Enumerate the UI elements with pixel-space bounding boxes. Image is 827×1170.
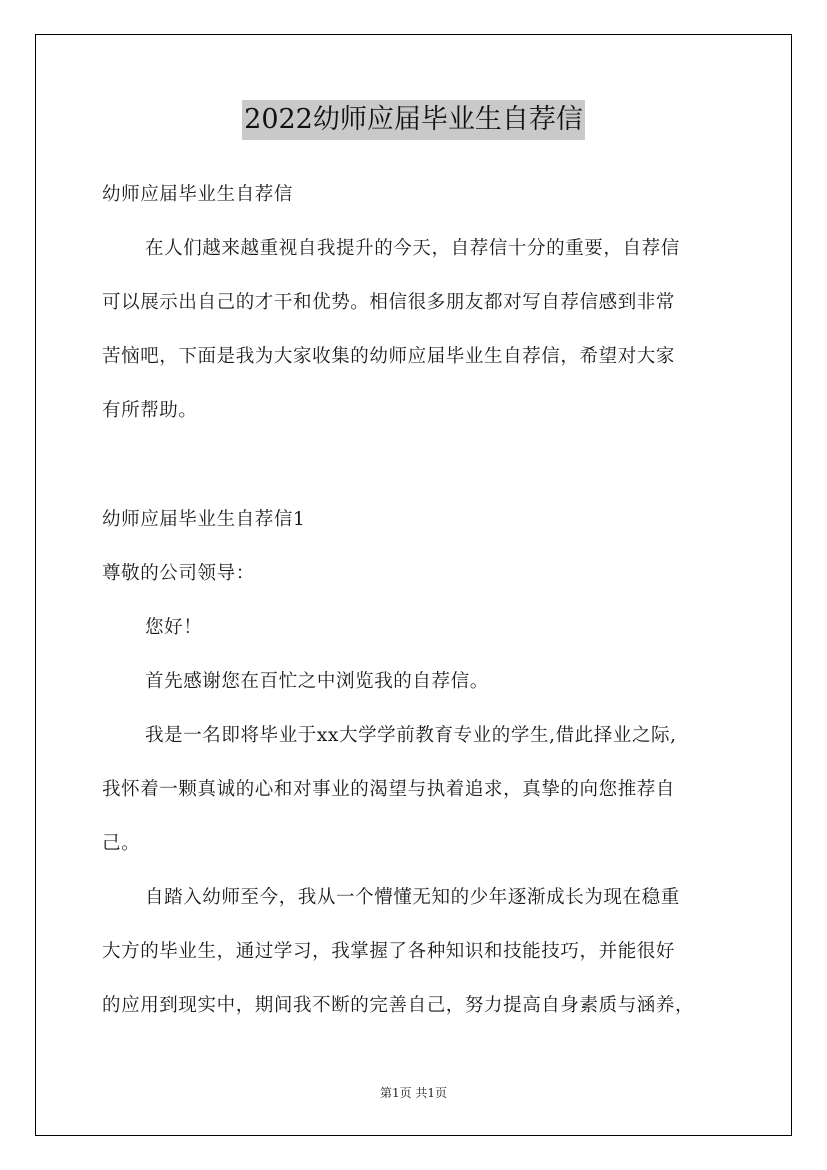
body-line: 我怀着一颗真诚的心和对事业的渴望与执着追求，真挚的向您推荐自 [102, 779, 676, 800]
body-line: 自踏入幼师至今，我从一个懵懂无知的少年逐渐成长为现在稳重 [145, 887, 680, 908]
body-line: 己。 [102, 833, 141, 854]
salutation: 尊敬的公司领导： [102, 563, 255, 584]
body-line: 我是一名即将毕业于xx大学学前教育专业的学生,借此择业之际, [145, 725, 677, 746]
subtitle-line: 幼师应届毕业生自荐信 [102, 184, 294, 205]
document-title: 2022幼师应届毕业生自荐信 [242, 100, 585, 140]
body-line: 的应用到现实中，期间我不断的完善自己，努力提高自身素质与涵养， [102, 995, 695, 1016]
body-line: 有所帮助。 [102, 400, 198, 421]
body-line: 可以展示出自己的才干和优势。相信很多朋友都对写自荐信感到非常 [102, 292, 676, 313]
section-heading: 幼师应届毕业生自荐信1 [102, 509, 306, 530]
greeting: 您好！ [145, 617, 203, 638]
body-line: 大方的毕业生，通过学习，我掌握了各种知识和技能技巧，并能很好 [102, 941, 676, 962]
body-line: 在人们越来越重视自我提升的今天，自荐信十分的重要，自荐信 [145, 238, 680, 259]
title-container [0, 100, 827, 140]
body-line: 苦恼吧，下面是我为大家收集的幼师应届毕业生自荐信，希望对大家 [102, 346, 676, 367]
body-line: 首先感谢您在百忙之中浏览我的自荐信。 [145, 671, 489, 692]
page-footer: 第1页 共1页 [379, 1086, 448, 1100]
